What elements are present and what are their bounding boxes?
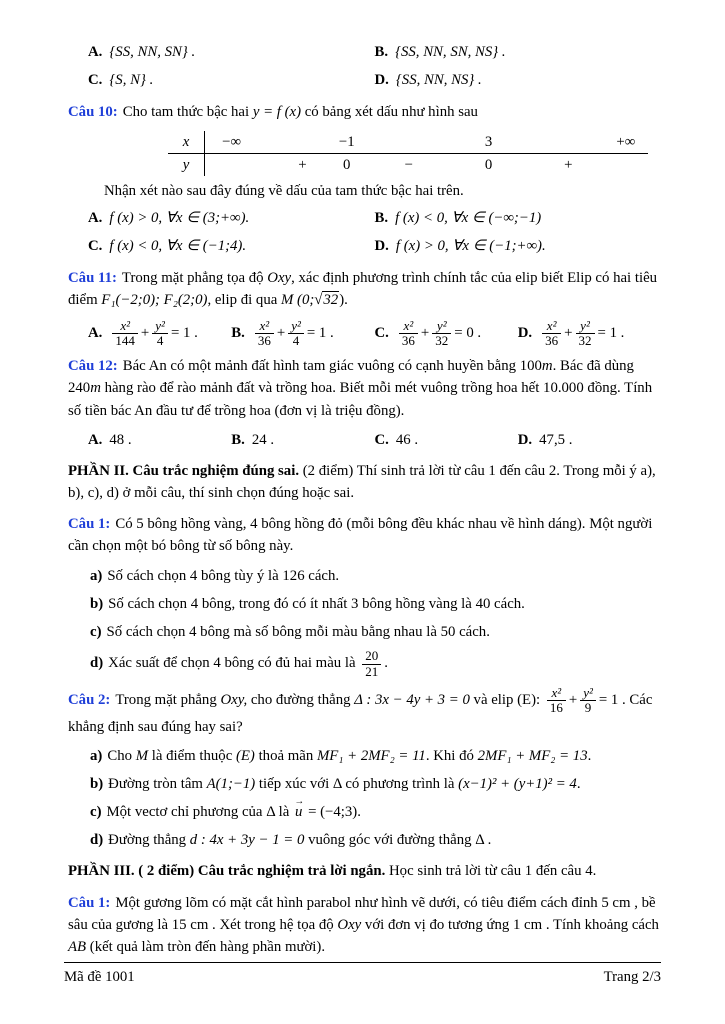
option-text: 46 . [395,431,419,448]
option-label: A. [88,431,103,448]
option-text: {S, N} . [109,72,154,89]
math-segment: d : 4x + 3y − 1 = 0 [189,832,305,849]
option-label: B. [374,44,389,60]
statement-item [90,565,661,587]
exam-code: Mã đề 1001 [64,968,135,985]
y-sign: + [298,156,307,173]
q10-note: Nhận xét nào sau đây đúng về dấu của tam thức bậc hai trên. [104,182,464,199]
y-sign: − [404,156,413,173]
text-segment: . Khi đó [425,747,478,764]
option-text: {SS, NN, NS} . [395,72,482,89]
math-segment: Δ : 3x − 4y + 3 = 0 [354,692,470,709]
text-segment: Một gương lõm có mặt cắt hình parabol như hình vẽ dưới, có tiêu điểm cách đỉnh 5 cm , bề sâu của gương là 15 cm . Xét trong hệ tọa độ [68,894,656,933]
option-text: f (x) < 0, ∀x ∈ (−∞;−1) [395,209,542,226]
answer-option [375,319,518,349]
item-label: b) [90,775,104,792]
text-segment: , xác định phương trình chính tắc của elip biết Elip có hai tiêu điểm [68,270,658,309]
part2-question-1 [68,513,661,557]
q11-options [68,319,661,349]
answer-option [88,235,375,257]
answer-option [375,41,662,63]
text-segment: với đơn vị đo tương ứng 1 cm . Tính khoảng cách [361,916,659,933]
math-segment: Oxy [337,916,362,933]
answer-option [88,207,375,229]
fraction: $\frac{\text{y²}}{4}$ [288,319,304,349]
fraction: $\frac{\text{x²}}{144}$ [112,319,138,349]
math-segment: M (0; [281,292,315,309]
text-segment: hàng rào để rào mảnh đất và trồng hoa. Biết mỗi mét vuông trồng hoa hết 10.000 đồng. Tính số tiền bác An đầu tư để trồng hoa (đơn vị là triệu đồng). [68,380,653,419]
item-tail: . [384,655,388,672]
math-segment: F₁(−2;0); F₂(2;0) [101,292,208,309]
option-label: C. [88,237,103,254]
question-label: Câu 2: [68,692,111,709]
x-value: 3 [484,133,493,150]
equation-tail: = 1 . [306,324,334,341]
x-value: −∞ [222,133,242,150]
math-segment: AB [68,939,87,956]
row-header-x: x [168,131,205,153]
text-segment: = (−4;3). [304,804,361,821]
item-label: a) [90,747,103,764]
question-text: Có 5 bông hồng vàng, 4 bông hồng đỏ (mỗi bông đều khác nhau về hình dáng). Một người cần chọn một bó bông từ số bông này. [68,516,653,555]
item-label: c) [90,804,102,821]
option-label: B. [374,209,389,226]
option-label: A. [88,44,103,60]
statement-item [90,649,661,679]
question-label: Câu 1: [68,516,111,533]
item-label: c) [90,624,102,641]
p2q1-items [68,565,661,679]
part2-question-2 [68,686,661,738]
part-title-bold: PHẦN II. Câu trắc nghiệm đúng sai. [68,462,300,479]
math-segment: Δ [475,832,484,849]
text-segment: . [576,775,581,792]
fraction: $\frac{\text{x²}}{16}$ [547,686,566,716]
sign-table [168,131,648,176]
math-segment: Δ [266,804,275,821]
option-label: D. [517,431,533,448]
math-segment: Oxy, [220,692,248,709]
q9-options [68,38,661,94]
part2-heading [68,460,661,504]
statement-item [90,593,661,615]
math-segment: Δ [332,775,342,792]
plus-sign: + [564,324,573,341]
item-text: Số cách chọn 4 bông mà số bông mỗi màu bằng nhau là 50 cách. [106,624,490,641]
option-label: D. [374,237,389,254]
option-label: B. [231,431,245,448]
equation-tail: = 1 . [597,324,625,341]
item-label: a) [90,567,103,584]
fraction: $\frac{\text{y²}}{32}$ [576,319,595,349]
math-segment: M [135,747,149,764]
option-label: C. [88,72,103,89]
statement-item [90,773,661,795]
x-value: −1 [338,133,355,150]
fraction: $\frac{\text{x²}}{36}$ [542,319,561,349]
sign-table-row-y [168,154,648,176]
text-segment: (kết quả làm tròn đến hàng phần mười). [86,939,326,956]
text-segment: = 1 . Các khẳng định sau đúng hay sai? [68,692,653,735]
statement-item [90,829,661,851]
part-title-bold: PHẦN III. ( 2 điểm) Câu trắc nghiệm trả lời ngắn. [68,863,386,880]
x-values [205,131,648,153]
text-segment: vuông góc với đường thẳng [304,832,476,849]
sqrt-expression [314,289,339,311]
item-text: Số cách chọn 4 bông tùy ý là 126 cách. [107,567,340,584]
question-label: Câu 1: [68,894,111,911]
equation-tail: = 1 . [170,324,198,341]
question-label: Câu 12: [68,358,118,375]
y-signs [205,154,648,176]
q10-options [68,204,661,260]
radical-sign: √ [314,292,323,309]
vector-u: → u [295,804,302,820]
text-segment: tiếp xúc với [255,775,333,792]
statement-item [90,801,661,823]
answer-option [375,235,662,257]
text-segment: và elip (E): [469,692,544,709]
fraction: $\frac{\text{x²}}{36}$ [399,319,418,349]
text-segment: Trong mặt phẳng [115,692,221,709]
row-header-y: y [168,154,205,176]
plus-sign: + [276,324,286,341]
answer-option [88,429,231,451]
plus-sign: + [140,324,150,341]
fraction: $\frac{20}{21}$ [362,649,381,679]
y-sign: 0 [343,156,351,173]
text-segment: Trong mặt phẳng tọa độ [121,270,268,287]
math-segment: A(1;−1) [206,775,256,792]
answer-option [88,69,375,91]
fraction: $\frac{\text{y²}}{9}$ [580,686,596,716]
option-label: D. [374,72,389,89]
question-12 [68,355,661,422]
plus-sign: + [568,692,578,709]
p2q2-items [68,745,661,852]
answer-option [88,319,231,349]
item-label: d) [90,832,104,849]
math-segment: 2MF₁ + MF₂ = 13 [477,747,588,764]
statement-item [90,621,661,643]
math-segment: (x−1)² + (y+1)² = 4 [458,775,577,792]
part-title-rest: (2 điểm) Thí sinh trả lời từ câu 1 đến câu 2. Trong mỗi ý a), b), c), d) ở mỗi câu, thí sinh chọn đúng hoặc sai. [68,462,656,502]
text-segment: ). [339,292,348,309]
answer-option [88,41,375,63]
question-label: Câu 10: [68,104,118,121]
option-label: D. [517,324,533,341]
option-text: 47,5 . [539,431,573,448]
text-segment: Đường thẳng [108,832,190,849]
question-11 [68,267,661,311]
text-segment: Cho [107,747,136,764]
y-sign: 0 [484,156,493,173]
math-segment: MF₁ + 2MF₂ = 11 [316,747,426,764]
part3-question-1 [68,892,661,959]
page-number: Trang 2/3 [603,968,661,985]
text-segment: cho đường thẳng [247,692,355,709]
math-segment: m [90,380,101,397]
item-label: d) [90,655,104,672]
math-segment: (E) [235,747,255,764]
text-segment: Cho tam thức bậc hai [122,104,253,121]
answer-option [375,207,662,229]
item-text: Số cách chọn 4 bông, trong đó có ít nhất 3 bông hồng vàng là 40 cách. [108,595,525,612]
option-label: C. [374,431,389,448]
answer-option [518,319,661,349]
text-segment: có phương trình là [341,775,459,792]
plus-sign: + [420,324,430,341]
radicand: 32 [323,292,339,309]
text-segment: thoả mãn [254,747,317,764]
equation-tail: = 0 . [454,324,482,341]
option-text: 24 . [251,431,275,448]
fraction: $\frac{\text{y²}}{32}$ [432,319,451,349]
text-segment: Đường tròn tâm [108,775,207,792]
answer-option [231,319,374,349]
option-label: B. [231,324,245,341]
answer-option [375,69,662,91]
option-text: {SS, NN, SN, NS} . [395,44,506,60]
text-segment: là [274,804,293,821]
option-label: A. [88,209,103,226]
option-text: f (x) < 0, ∀x ∈ (−1;4). [109,237,247,254]
question-10 [68,101,661,123]
text-segment: . [483,832,492,849]
text-segment: có bảng xét dấu như hình sau [301,104,478,121]
fraction: $\frac{\text{x²}}{36}$ [255,319,274,349]
text-segment: Một vectơ chỉ phương của [106,804,267,821]
math-segment: Oxy [267,270,292,287]
statement-item [90,745,661,767]
answer-option [231,429,374,451]
option-text: f (x) > 0, ∀x ∈ (3;+∞). [109,209,250,226]
option-label: C. [374,324,389,341]
item-text: Xác suất để chọn 4 bông có đủ hai màu là [108,655,360,672]
answer-option [518,429,661,451]
math-segment: m [541,358,553,375]
sign-table-row-x [168,131,648,154]
page-footer [64,962,661,988]
math-segment: y = f (x) [252,104,301,121]
x-value: +∞ [616,133,636,150]
option-text: {SS, NN, SN} . [109,44,196,60]
option-text: f (x) > 0, ∀x ∈ (−1;+∞). [395,237,546,254]
y-sign: + [564,156,573,173]
question-label: Câu 11: [68,270,117,287]
part3-heading [68,860,661,882]
text-segment: Bác An có một mảnh đất hình tam giác vuông có cạnh huyền bằng 100 [122,358,542,375]
text-segment: . Bác đã dùng 240 [68,358,634,397]
fraction: $\frac{\text{y²}}{4}$ [152,319,168,349]
option-label: A. [88,324,103,341]
text-segment: . [587,747,592,764]
answer-option [375,429,518,451]
text-segment: , elip đi qua [207,292,281,309]
text-segment: là điểm thuộc [148,747,236,764]
option-text: 48 . [109,431,132,448]
part-title-rest: Học sinh trả lời từ câu 1 đến câu 4. [385,863,597,880]
item-label: b) [90,595,104,612]
q12-options [68,429,661,451]
